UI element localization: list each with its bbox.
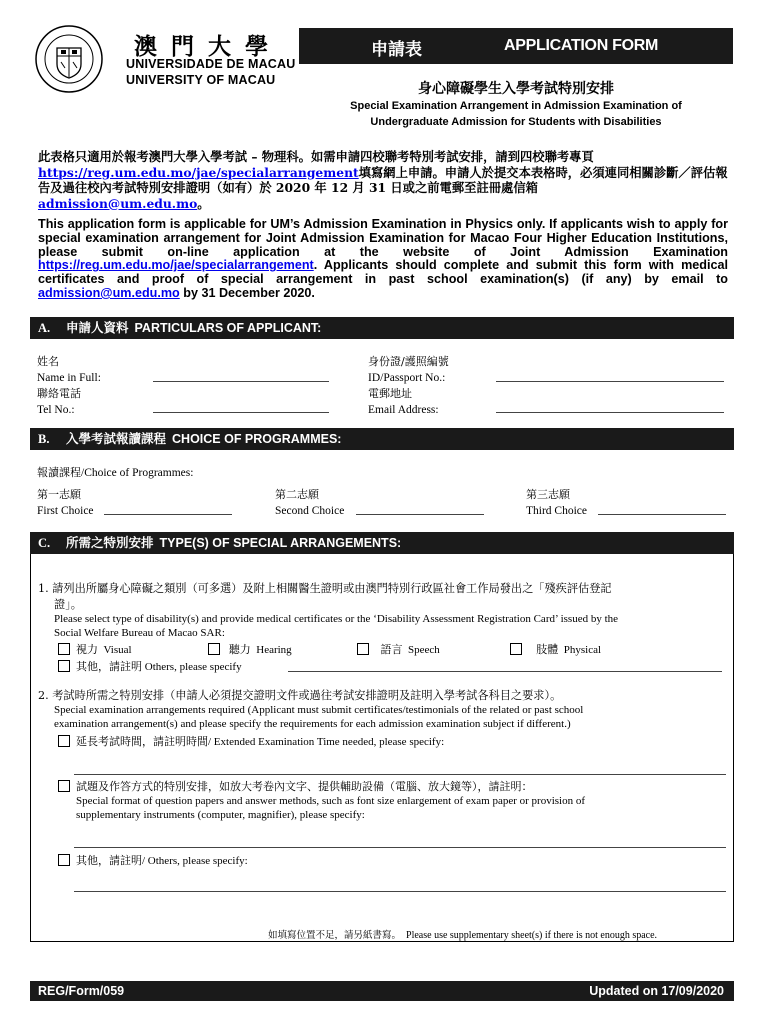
section-b-title-en: CHOICE OF PROGRAMMES: bbox=[172, 432, 342, 446]
supplementary-sheet-note bbox=[268, 927, 657, 941]
other-arrangement-checkbox[interactable] bbox=[58, 854, 70, 866]
hearing-checkbox[interactable] bbox=[208, 643, 220, 655]
tel-input-line[interactable] bbox=[153, 412, 329, 413]
form-subtitle-en-line2: Undergraduate Admission for Students with Disabilities bbox=[370, 116, 662, 128]
option-speech[interactable] bbox=[357, 643, 440, 658]
updated-date: Updated on 17/09/2020 bbox=[589, 984, 724, 998]
q2-text-en-line1: Special examination arrangements required (Applicant must submit certificates/testimonials of the related or past school bbox=[54, 704, 584, 716]
q2-text-zh: 2. 考試時所需之特別安排（申請人必須提交證明文件或過往考試安排證明及註明入學考試各科目之要求）。 bbox=[38, 689, 562, 702]
visual-label-zh: 視力 bbox=[76, 643, 98, 656]
other-disability-label-zh: 其他，請註明 bbox=[76, 660, 142, 673]
id-input-line[interactable] bbox=[496, 381, 724, 382]
extended-time-input-line[interactable] bbox=[74, 774, 726, 775]
special-format-label-zh: 試題及作答方式的特別安排，如放大考卷內文字、提供輔助設備（電腦、放大鏡等），請註明： bbox=[76, 780, 533, 793]
other-arrangement-label-zh: 其他，請註明 bbox=[76, 854, 142, 867]
first-choice-input-line[interactable] bbox=[104, 514, 232, 515]
option-other-disability[interactable] bbox=[58, 660, 242, 675]
physical-label-en: Physical bbox=[563, 644, 602, 656]
visual-checkbox[interactable] bbox=[58, 643, 70, 655]
email-input-line[interactable] bbox=[496, 412, 724, 413]
form-subtitle-zh: 身心障礙學生入學考試特別安排 bbox=[418, 81, 614, 97]
section-a-title-en: PARTICULARS OF APPLICANT: bbox=[134, 321, 322, 335]
section-a-letter: A. bbox=[38, 321, 51, 335]
option-other-arrangement[interactable] bbox=[58, 854, 248, 869]
third-choice-input-line[interactable] bbox=[598, 514, 726, 515]
form-code: REG/Form/059 bbox=[38, 984, 125, 998]
special-format-en-line2: supplementary instruments (computer, magnifier), please specify: bbox=[76, 809, 365, 821]
supplementary-note-en: Please use supplementary sheet(s) if there is not enough space. bbox=[406, 930, 658, 941]
section-b-letter: B. bbox=[38, 432, 50, 446]
programme-prompt-zh: 報讀課程 bbox=[37, 466, 81, 479]
second-choice-input-line[interactable] bbox=[356, 514, 484, 515]
special-format-input-line[interactable] bbox=[74, 847, 726, 848]
extended-time-label-en: / Extended Examination Time needed, please specify: bbox=[208, 736, 445, 748]
hearing-label-zh: 聽力 bbox=[228, 643, 251, 656]
programme-prompt bbox=[37, 466, 193, 480]
physical-label-zh: 肢體 bbox=[536, 643, 559, 656]
q1-text-zh-line2: 證」。 bbox=[54, 598, 82, 611]
programme-prompt-en: /Choice of Programmes: bbox=[81, 467, 194, 479]
section-b-title-zh: 入學考試報讀課程 bbox=[66, 431, 167, 446]
name-input-line[interactable] bbox=[153, 381, 329, 382]
q1-text-en-line2: Social Welfare Bureau of Macao SAR: bbox=[54, 627, 225, 639]
extended-time-checkbox[interactable] bbox=[58, 735, 70, 747]
special-format-en-line1: Special format of question papers and answer methods, such as font size enlargement of exam paper or provision of bbox=[76, 795, 586, 807]
logo-english-name: UNIVERSITY OF MACAU bbox=[126, 73, 276, 87]
extended-time-label-zh: 延長考試時間，請註明時間 bbox=[76, 735, 208, 748]
id-label-en: ID/Passport No.: bbox=[368, 372, 446, 384]
intro-en-text-1: This application form is applicable for UM’s Admission Examination in Physics only. If applicants wish to apply for special examination arrangement for Joint Admission Examination for Macao Four Higher Education Institutions, please submit on-line application at the website of Joint Admission Examination bbox=[38, 217, 728, 259]
second-choice-label-en: Second Choice bbox=[275, 505, 345, 517]
university-seal bbox=[34, 24, 104, 94]
option-extended-time[interactable] bbox=[58, 735, 444, 750]
q1-text-zh-line1: 1. 請列出所屬身心障礙之類別（可多選）及附上相關醫生證明或由澳門特別行政區社會工作局發出之「殘疾評估登記 bbox=[38, 582, 612, 595]
first-choice-label-zh: 第一志願 bbox=[37, 488, 81, 501]
intro-en-email-link[interactable]: admission@um.edu.mo bbox=[38, 285, 180, 300]
second-choice-label-zh: 第二志願 bbox=[275, 488, 319, 501]
email-label-en: Email Address: bbox=[368, 404, 439, 416]
other-arrangement-input-line[interactable] bbox=[74, 891, 726, 892]
application-form-banner bbox=[299, 28, 733, 64]
q1-text-en-line1: Please select type of disability(s) and provide medical certificates or the ‘Disability Assessment Registration Card’ issued by the bbox=[54, 613, 619, 625]
speech-checkbox[interactable] bbox=[357, 643, 369, 655]
other-disability-input-line[interactable] bbox=[288, 671, 722, 672]
intro-en-link[interactable]: https://reg.um.edu.mo/jae/specialarrangement bbox=[38, 258, 314, 273]
section-a-header bbox=[30, 317, 734, 339]
intro-zh-text-2: 填寫網上申請。申請人於提交本表格時，必須連同相關診斷／評估報告及過往校內考試特別安排證明（如有）於 2020 年 12 月 31 日或之前電郵至註冊處信箱 bbox=[38, 164, 728, 195]
section-c-letter: C. bbox=[38, 536, 51, 550]
section-c-title-zh: 所需之特別安排 bbox=[66, 535, 154, 550]
option-visual[interactable] bbox=[58, 643, 132, 658]
email-label-zh: 電郵地址 bbox=[368, 387, 412, 400]
other-arrangement-label-en: / Others, please specify: bbox=[142, 855, 248, 867]
supplementary-note-zh: 如填寫位置不足，請另紙書寫。 bbox=[268, 930, 402, 941]
tel-label-zh: 聯絡電話 bbox=[37, 387, 81, 400]
physical-checkbox[interactable] bbox=[510, 643, 522, 655]
logo-chinese-name: 澳門大學 bbox=[134, 33, 282, 60]
speech-label-zh: 語言 bbox=[380, 643, 403, 656]
option-hearing[interactable] bbox=[208, 643, 292, 658]
visual-label-en: Visual bbox=[103, 644, 132, 656]
intro-en-text-2: . Applicants should complete and submit this form with medical certificates and proof of special arrangement in past school examination(s) (if any) by email to bbox=[38, 258, 728, 287]
intro-en-text-3: by 31 December 2020. bbox=[183, 285, 315, 300]
q2-text-en-line2: examination arrangement(s) and please specify the requirements for each admission examination subject if different.) bbox=[54, 718, 571, 730]
form-subtitle-en bbox=[299, 98, 733, 130]
form-subtitle-en-line1: Special Examination Arrangement in Admission Examination of bbox=[350, 100, 682, 112]
tel-label-en: Tel No.: bbox=[37, 404, 75, 416]
hearing-label-en: Hearing bbox=[256, 644, 292, 656]
banner-title-en: APPLICATION FORM bbox=[504, 37, 659, 54]
intro-zh-text-1: 此表格只適用於報考澳門大學入學考試 – 物理科。如需申請四校聯考特別考試安排，請到四校聯考專頁 bbox=[38, 149, 594, 164]
section-c-bottom-border bbox=[30, 941, 734, 942]
logo-portuguese-name: UNIVERSIDADE DE MACAU bbox=[126, 57, 296, 71]
banner-title-zh: 申請表 bbox=[371, 40, 422, 60]
special-format-checkbox[interactable] bbox=[58, 780, 70, 792]
speech-label-en: Speech bbox=[408, 644, 440, 656]
option-physical[interactable] bbox=[510, 643, 601, 658]
section-a-title-zh: 申請人資料 bbox=[66, 320, 129, 335]
other-disability-label-en: Others, please specify bbox=[144, 661, 242, 673]
name-label-zh: 姓名 bbox=[37, 355, 59, 368]
intro-zh-link[interactable]: https://reg.um.edu.mo/jae/specialarrangement bbox=[38, 164, 359, 180]
section-b-header bbox=[30, 428, 734, 450]
id-label-zh: 身份證/護照編號 bbox=[368, 355, 449, 368]
form-footer-bar bbox=[30, 981, 734, 1001]
third-choice-label-zh: 第三志願 bbox=[526, 488, 570, 501]
intro-chinese bbox=[38, 149, 734, 211]
other-disability-checkbox[interactable] bbox=[58, 660, 70, 672]
intro-zh-end: 。 bbox=[197, 195, 210, 211]
third-choice-label-en: Third Choice bbox=[526, 505, 587, 517]
section-c-title-en: TYPE(S) OF SPECIAL ARRANGEMENTS: bbox=[159, 536, 402, 550]
first-choice-label-en: First Choice bbox=[37, 505, 94, 517]
intro-english bbox=[38, 218, 728, 301]
option-special-format[interactable] bbox=[58, 780, 533, 795]
name-label-en: Name in Full: bbox=[37, 372, 101, 384]
intro-zh-email-link[interactable]: admission@um.edu.mo bbox=[38, 195, 198, 211]
section-c-header bbox=[30, 532, 734, 554]
